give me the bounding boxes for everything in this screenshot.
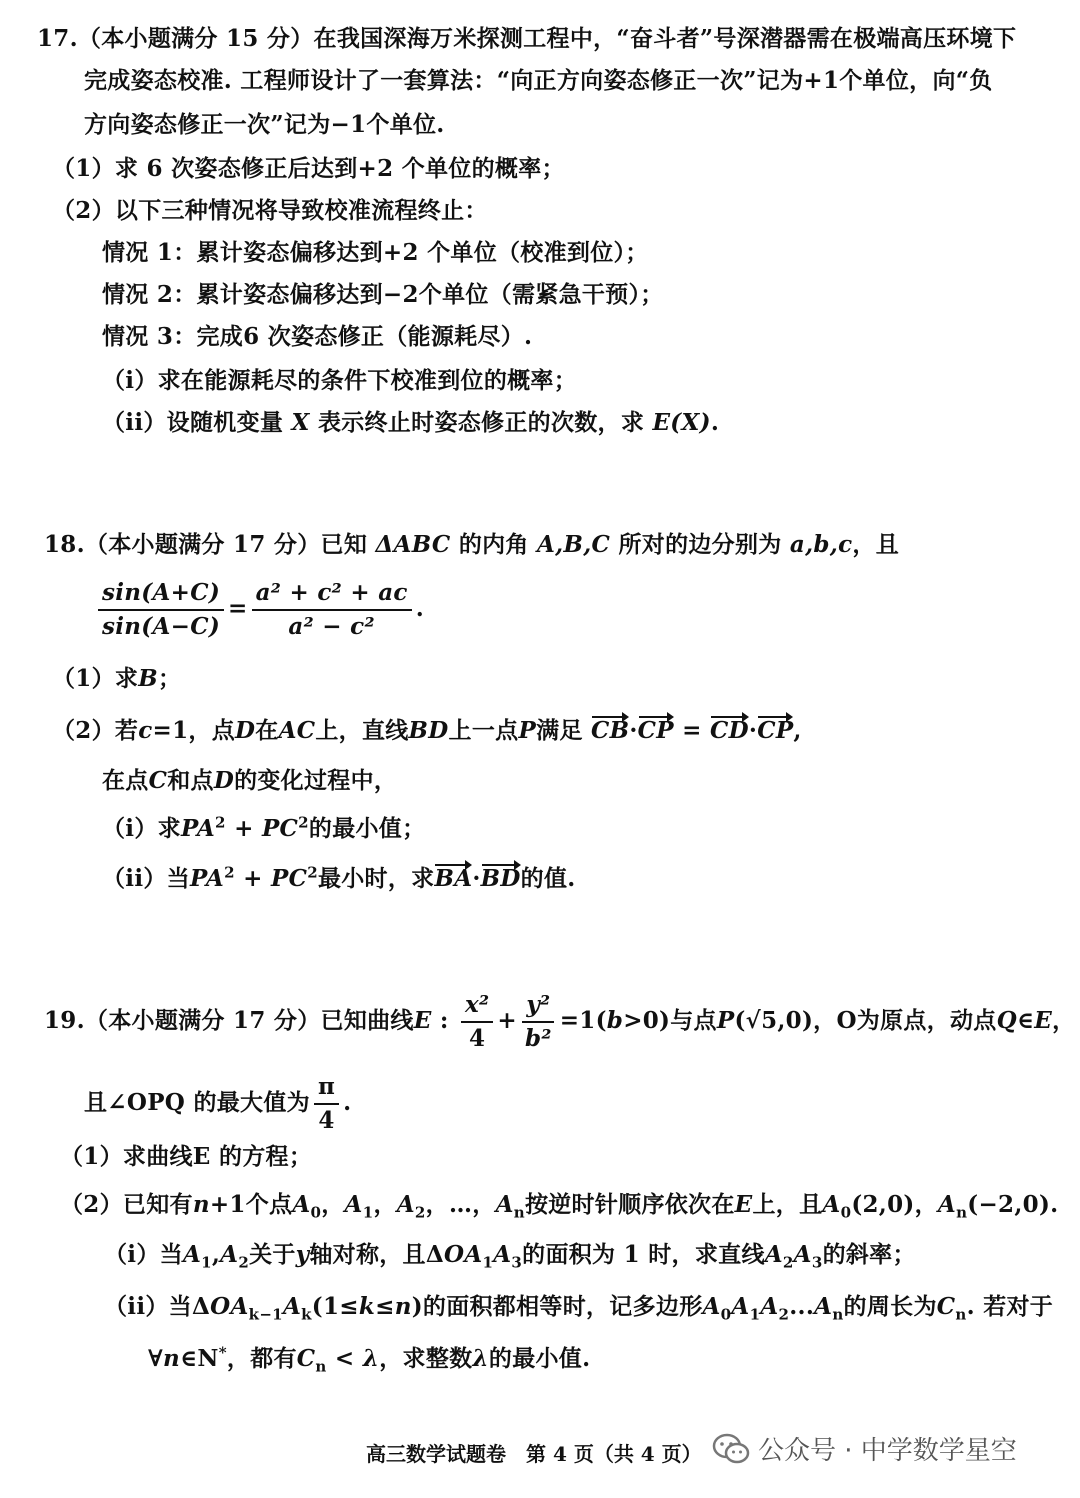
page-footer: 高三数学试题卷 第 4 页（共 4 页）: [366, 1442, 702, 1466]
q17-part-2: （2）以下三种情况将导致校准流程终止：: [52, 197, 488, 224]
wechat-icon: [712, 1433, 750, 1465]
wechat-watermark: [712, 1430, 1017, 1467]
q17-line-1: 17.（本小题满分 15 分）在我国深海万米探测工程中，“奋斗者”号深潜器需在极端高压环境下: [37, 25, 1017, 52]
q17-case-2: 情况 2：累计姿态偏移达到−2个单位（需紧急干预）；: [102, 281, 664, 308]
q19-line-1: 19.（本小题满分 17 分）已知曲线E : $\frac{\text{x²}}{4}$ + $\frac{\text{y²}}{\text{b²}}$ =1(b>0)与点P(√5,0)，O为原点，动点Q∈E，: [44, 991, 1076, 1052]
q17-part-1: （1）求 6 次姿态修正后达到+2 个单位的概率；: [52, 155, 565, 182]
q17-sub-ii: （ii）设随机变量 X 表示终止时姿态修正的次数，求 E(X).: [102, 409, 720, 436]
q19-line-2: 且∠OPQ 的最大值为 $\frac{\pi}{4}$ .: [84, 1073, 352, 1134]
q19-part-2: （2）已知有n+1个点$A_0$，$A_1$，$A_2$，…，$A_n$按逆时针顺序依次在E上，且$A_0(2,0)$，$A_n(-2,0)$.: [60, 1191, 1059, 1222]
q18-part-2: （2）若c=1，点D在AC上，直线BD上一点P满足 CB·CP = CD·CP,: [52, 717, 802, 744]
q17-case-1: 情况 1：累计姿态偏移达到+2 个单位（校准到位）；: [102, 239, 649, 266]
q18-frac-left: $\frac{\sin(A+C)}{\sin(A-C)}$: [98, 578, 224, 642]
q19-sub-ii: （ii）当$\Delta OA_{k-1}A_k(1\le k\le n)$的面积都相等时，记多边形$A_0A_1A_2...A_n$的周长为$C_n$. 若对于: [104, 1293, 1054, 1324]
q17-line-3: 方向姿态修正一次”记为−1个单位.: [84, 111, 445, 138]
q18-sub-ii: （ii）当$PA^2 + PC^2$最小时，求BA·BD的值.: [102, 863, 576, 892]
q19-part-1: （1）求曲线E 的方程；: [60, 1143, 313, 1170]
q18-line-1: 18.（本小题满分 17 分）已知 ΔABC 的内角 A,B,C 所对的边分别为 a,b,c，且: [44, 531, 899, 558]
q19-sub-i: （i）当$A_1,A_2$关于y轴对称，且$\Delta OA_1A_3$的面积为 1 时，求直线$A_2A_3$的斜率；: [104, 1241, 916, 1272]
q18-sub-i: （i）求$PA^2 + PC^2$的最小值；: [102, 813, 426, 842]
q18-equation: $\frac{\sin(A+C)}{\sin(A-C)}$ = $\frac{\text{a² + c² + ac}}{\text{a² − c²}}$ .: [94, 578, 424, 648]
q17-line-2: 完成姿态校准. 工程师设计了一套算法：“向正方向姿态修正一次”记为+1个单位，向“负: [84, 67, 993, 94]
q18-frac-right: $\frac{\text{a² + c² + ac}}{\text{a² − c²}}$: [252, 578, 412, 642]
watermark-text: 公众号 · 中学数学星空: [758, 1436, 1017, 1466]
q19-sub-ii-cont: ∀n∈N*，都有$C_n < \lambda$，求整数λ的最小值.: [148, 1343, 591, 1376]
q17-sub-i: （i）求在能源耗尽的条件下校准到位的概率；: [102, 367, 578, 394]
q18-part-1: （1）求B；: [52, 665, 182, 692]
q17-case-3: 情况 3：完成6 次姿态修正（能源耗尽）.: [102, 323, 533, 350]
q18-process: 在点C和点D的变化过程中，: [102, 767, 398, 794]
